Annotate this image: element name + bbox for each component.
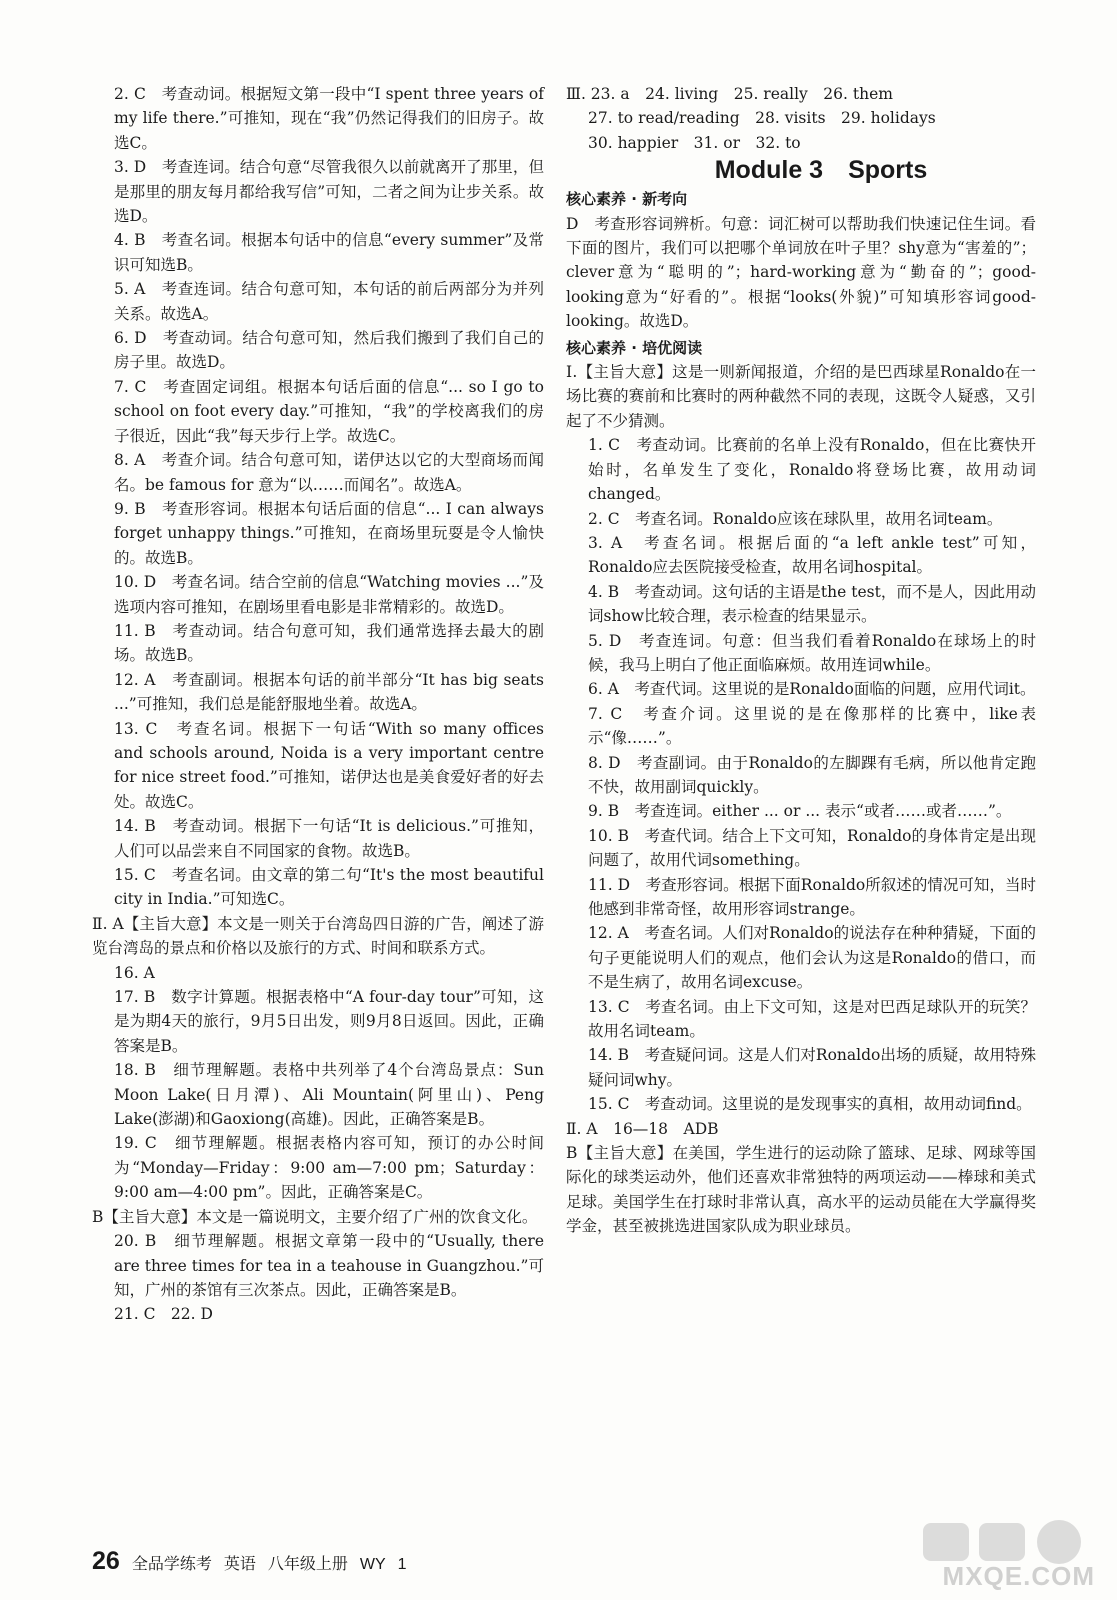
- vocab-question-answer: [566, 212, 1036, 334]
- reading-answer-11: 10. B 考查代词。结合上下文可知，Ronaldo的身体肯定是出现问题了，故用代词something。: [588, 826, 1036, 870]
- left-column: [92, 82, 544, 1327]
- module-title: Module 3 Sports: [714, 156, 928, 185]
- answer-item-19: 19. C 细节理解题。根据表格内容可知，预订的办公时间为“Monday—Friday：9:00 am—7:00 pm；Saturday：9:00 am—4:00 pm”。因此，正确答案是C。: [114, 1134, 544, 1202]
- reading-answer-7: 6. A 考查代词。这里说的是Ronaldo面临的问题，应用代词it。: [588, 680, 1036, 699]
- blank-answer-1: Ⅲ. 23. a 24. living 25. really 26. them: [566, 85, 893, 103]
- answer-item-22: 21. C 22. D: [114, 1305, 213, 1324]
- reading-answer-2: 1. C 考查动词。比赛前的名单上没有Ronaldo，但在比赛快开始时，名单发生了变化，Ronaldo将登场比赛，故用动词changed。: [588, 436, 1036, 504]
- vocab-answer-1: D 考查形容词辨析。句意：词汇树可以帮助我们快速记住生词。看下面的图片，我们可以把哪个单词放在叶子里？shy意为“害羞的”；clever意为“聪明的”；hard-working意为“勤奋的”；good-looking意为“好看的”。根据“looks(外貌)”可知填形容词good-looking。故选D。: [566, 214, 1036, 331]
- reading-answer-14: 13. C 考查名词。由上下文可知，这是对巴西足球队开的玩笑？故用名词team。: [588, 997, 1036, 1041]
- answer-item-16: 16. A: [114, 963, 155, 982]
- subhead-reading: 核心素养 · 培优阅读: [566, 338, 703, 357]
- answer-item-21: 20. B 细节理解题。根据文章第一段中的“Usually, there are three times for tea in a teahouse in Guangzhou.”可知，广州的茶馆有三次茶点。因此，正确答案是B。: [114, 1232, 544, 1299]
- reading-answer-1: Ⅰ.【主旨大意】这是一则新闻报道，介绍的是巴西球星Ronaldo在一场比赛的赛前和比赛时的两种截然不同的表现，这既令人疑惑，又引起了不少猜测。: [566, 363, 1036, 430]
- footer-brand: 全品学练考: [131, 1556, 212, 1573]
- watermark-text: MXQE.COM: [942, 1561, 1095, 1591]
- subhead-new-exam: 核心素养 · 新考向: [566, 190, 688, 209]
- answer-item-14: 15. C 考查名词。由文章的第二句“It's the most beautiful city in India.”可知选C。: [114, 866, 544, 909]
- reading-answer-9: 8. D 考查副词。由于Ronaldo的左脚踝有毛病，所以他肯定跑不快，故用副词quickly。: [588, 753, 1036, 796]
- answer-item-5: 6. D 考查动词。结合句意可知，然后我们搬到了我们自己的房子里。故选D。: [114, 329, 544, 372]
- reading-answer-5: 4. B 考查动词。这句话的主语是the test，而不是人，因此用动词show比较合理，表示检查的结果显示。: [588, 582, 1036, 626]
- answer-item-13: 14. B 考查动词。根据下一句话“It is delicious.”可推知，人们可以品尝来自不同国家的食物。故选B。: [114, 817, 544, 860]
- answer-item-1: 2. C 考查动词。根据短文第一段中“I spent three years of my life there.”可推知，现在“我”仍然记得我们的旧房子。故选C。: [114, 85, 544, 152]
- page-footer: [92, 1547, 407, 1576]
- answer-item-17: 17. B 数字计算题。根据表格中“A four-day tour”可知，这是为期4天的旅行，9月5日出发，则9月8日返回。因此，正确答案是B。: [114, 988, 544, 1055]
- footer-volume: 1: [397, 1556, 407, 1573]
- footer-subject: 英语: [223, 1556, 256, 1573]
- answer-item-11: 12. A 考查副词。根据本句话的前半部分“It has big seats ...”可推知，我们总是能舒服地坐着。故选A。: [114, 670, 544, 714]
- reading-answer-10: 9. B 考查连词。either ... or ... 表示“或者……或者……”。: [588, 802, 1012, 821]
- reading-answer-6: 5. D 考查连词。句意：但当我们看着Ronaldo在球场上的时候，我马上明白了他正面临麻烦。故用连词while。: [588, 631, 1036, 674]
- answer-item-15: Ⅱ. A【主旨大意】本文是一则关于台湾岛四日游的广告，阐述了游览台湾岛的景点和价格以及旅行的方式、时间和联系方式。: [92, 914, 544, 958]
- footer-grade: 八年级上册: [267, 1556, 348, 1573]
- reading-answer-4: 3. A 考查名词。根据后面的“a left ankle test”可知，Ronaldo应去医院接受检查，故用名词hospital。: [588, 533, 1036, 577]
- answer-item-4: 5. A 考查连词。结合句意可知，本句话的前后两部分为并列关系。故选A。: [114, 280, 544, 323]
- reading-answer-3: 2. C 考查名词。Ronaldo应该在球队里，故用名词team。: [588, 509, 1003, 528]
- answer-item-10: 11. B 考查动词。结合句意可知，我们通常选择去最大的剧场。故选B。: [114, 621, 544, 665]
- answer-item-2: 3. D 考查连词。结合句意“尽管我很久以前就离开了那里，但是那里的朋友每月都给我写信”可知，二者之间为让步关系。故选D。: [114, 158, 544, 226]
- answer-item-9: 10. D 考查名词。结合空前的信息“Watching movies ...”及选项内容可推知，在剧场里看电影是非常精彩的。故选D。: [114, 573, 544, 616]
- answer-item-6: 7. C 考查固定词组。根据本句话后面的信息“... so I go to school on foot every day.”可推知，“我”的学校离我们的房子很近，因此“我”每天步行上学。故选C。: [114, 377, 544, 445]
- reading-answer-16: 15. C 考查动词。这里说的是发现事实的真相，故用动词find。: [588, 1095, 1032, 1114]
- page-number: 26: [92, 1547, 120, 1575]
- blank-answer-3: 30. happier 31. or 32. to: [588, 133, 801, 152]
- section-iii-answers: [566, 82, 1036, 155]
- reading-answer-18: B【主旨大意】在美国，学生进行的运动除了篮球、足球、网球等国际化的球类运动外，他们还喜欢非常独特的两项运动——棒球和美式足球。美国学生在打球时非常认真，高水平的运动员能在大学赢得奖学金，甚至被挑选进国家队成为职业球员。: [566, 1144, 1036, 1236]
- reading-answer-13: 12. A 考查名词。人们对Ronaldo的说法存在种种猜疑，下面的句子更能说明人们的观点，他们会认为这是Ronaldo的借口，而不是生病了，故用名词excuse。: [588, 924, 1036, 992]
- answer-item-3: 4. B 考查名词。根据本句话中的信息“every summer”及常识可知选B。: [114, 231, 544, 274]
- right-column: [566, 82, 1036, 1239]
- reading-answer-17: Ⅱ. A 16—18 ADB: [566, 1119, 719, 1138]
- reading-answers: [566, 360, 1036, 1239]
- reading-answer-12: 11. D 考查形容词。根据下面Ronaldo所叙述的情况可知，当时他感到非常奇怪，故用形容词strange。: [588, 875, 1036, 918]
- reading-answer-8: 7. C 考查介词。这里说的是在像那样的比赛中，like表示“像……”。: [588, 704, 1036, 748]
- answer-item-8: 9. B 考查形容词。根据本句话后面的信息“... I can always forget unhappy things.”可推知，在商场里玩耍是令人愉快的。故选B。: [114, 499, 544, 567]
- watermark-logo: [905, 1517, 1095, 1592]
- answer-item-18: 18. B 细节理解题。表格中共列举了4个台湾岛景点：Sun Moon Lake(日月潭)、Ali Mountain(阿里山)、Peng Lake(澎湖)和Gaoxiong(高雄)。因此，正确答案是B。: [114, 1061, 544, 1129]
- answer-item-20: B【主旨大意】本文是一篇说明文，主要介绍了广州的饮食文化。: [92, 1207, 538, 1226]
- reading-answer-15: 14. B 考查疑问词。这是人们对Ronaldo出场的质疑，故用特殊疑问词why。: [588, 1046, 1036, 1089]
- blank-answer-2: 27. to read/reading 28. visits 29. holidays: [588, 109, 936, 128]
- answer-item-7: 8. A 考查介词。结合句意可知，诺伊达以它的大型商场而闻名。be famous for 意为“以……而闻名”。故选A。: [114, 451, 544, 494]
- footer-edition: WY: [359, 1556, 386, 1573]
- answer-item-12: 13. C 考查名词。根据下一句话“With so many offices and schools around, Noida is a very important centre for nice street food.”可推知，诺伊达也是美食爱好者的好去处。故选C。: [114, 719, 544, 811]
- watermark-logo-icon: [919, 1517, 1089, 1565]
